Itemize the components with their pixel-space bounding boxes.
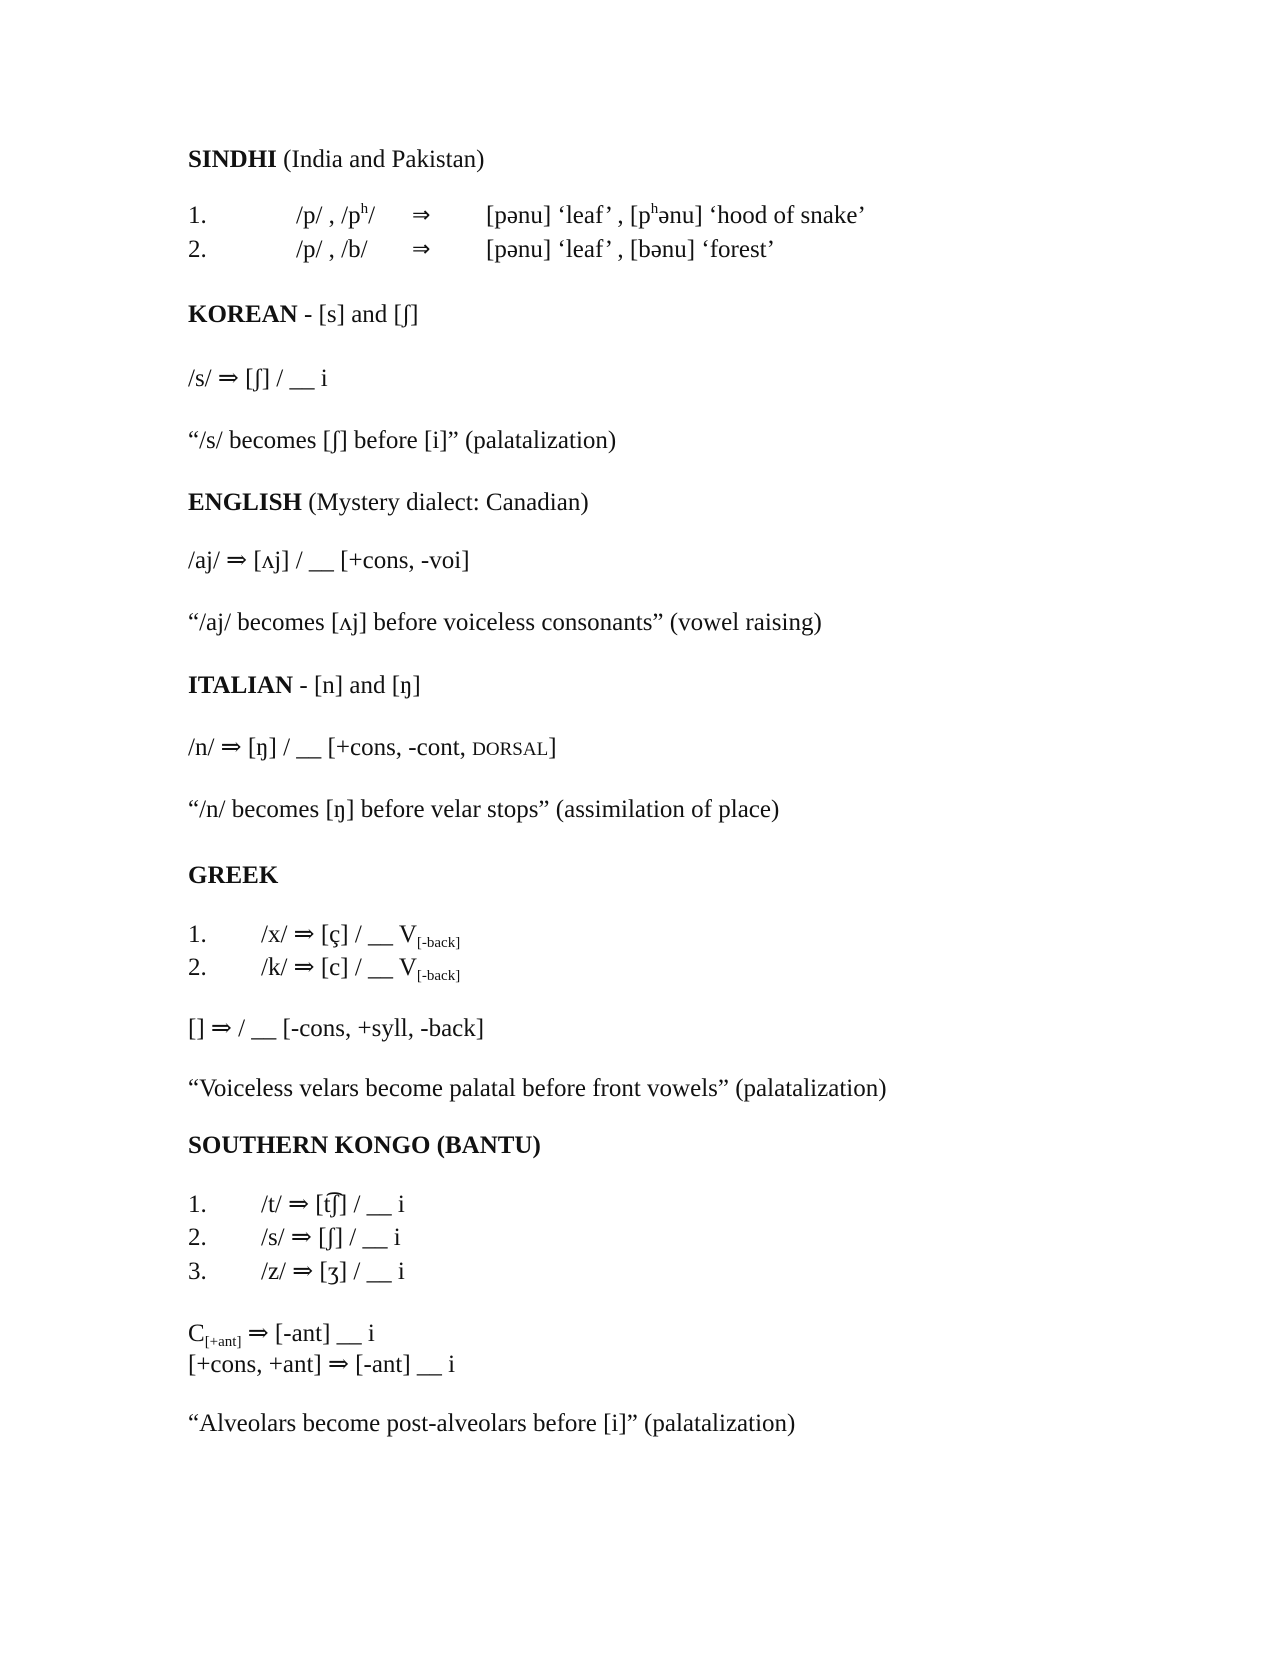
greek-rule-2: /k/ ⇒ [c] / __ $V_{[-back]}$ bbox=[261, 954, 461, 984]
kongo-heading: SOUTHERN KONGO (BANTU) bbox=[188, 1132, 541, 1159]
sindhi-rule-2-number: 2. bbox=[188, 236, 207, 263]
english-rule: /aj/ ⇒ [ʌj] / __ [+cons, -voi] bbox=[188, 547, 470, 574]
korean-subtitle: - [s] and [ʃ] bbox=[297, 301, 419, 328]
greek-gloss: “Voiceless velars become palatal before front vowels” (palatalization) bbox=[188, 1075, 887, 1102]
greek-rule-1-number: 1. bbox=[188, 921, 207, 948]
sindhi-rule-1-pair: /p/ , $/p^h/$ bbox=[296, 201, 376, 229]
greek-heading: GREEK bbox=[188, 862, 279, 889]
italian-rule-smallcaps: DORSAL bbox=[472, 739, 549, 760]
sindhi-rule-2-arrow: ⇒ bbox=[412, 237, 431, 262]
sindhi-rule-2-examples: [pənu] ‘leaf’ , [bənu] ‘forest’ bbox=[486, 236, 775, 263]
kongo-rule-3: /z/ ⇒ [ʒ] / __ i bbox=[261, 1258, 405, 1285]
kongo-rule-1: /t/ ⇒ [t͡ʃ] / __ i bbox=[261, 1191, 405, 1218]
sindhi-rule-1-arrow: ⇒ bbox=[412, 203, 431, 228]
korean-heading: KOREAN bbox=[188, 301, 298, 328]
italian-rule: /n/ ⇒ [ŋ] / __ [+cons, -cont, DORSAL] bbox=[188, 734, 557, 761]
sindhi-rule-1-number: 1. bbox=[188, 202, 207, 229]
italian-heading: ITALIAN bbox=[188, 672, 294, 699]
greek-rule-1: /x/ ⇒ [ç] / __ $V_{[-back]}$ bbox=[261, 921, 461, 951]
italian-heading-line bbox=[188, 673, 421, 698]
korean-gloss: “/s/ becomes [ʃ] before [i]” (palatalization) bbox=[188, 427, 617, 454]
kongo-rule-2-number: 2. bbox=[188, 1224, 207, 1251]
kongo-rule-2: /s/ ⇒ [ʃ] / __ i bbox=[261, 1224, 401, 1251]
english-heading-line bbox=[188, 490, 589, 515]
italian-gloss: “/n/ becomes [ŋ] before velar stops” (assimilation of place) bbox=[188, 796, 780, 823]
korean-rule: /s/ ⇒ [ʃ] / __ i bbox=[188, 365, 328, 392]
english-gloss: “/aj/ becomes [ʌj] before voiceless consonants” (vowel raising) bbox=[188, 609, 822, 636]
sindhi-heading: SINDHI bbox=[188, 146, 277, 173]
kongo-rule-3-number: 3. bbox=[188, 1258, 207, 1285]
kongo-gloss: “Alveolars become post-alveolars before [i]” (palatalization) bbox=[188, 1410, 796, 1437]
kongo-general-rule-1: $C_{[+ant]}$ ⇒ [-ant] __ i bbox=[188, 1320, 375, 1350]
kongo-rule-1-number: 1. bbox=[188, 1191, 207, 1218]
english-subtitle: (Mystery dialect: Canadian) bbox=[301, 489, 589, 516]
sindhi-region: (India and Pakistan) bbox=[283, 146, 485, 173]
sindhi-rule-2-pair: /p/ , /b/ bbox=[296, 236, 368, 263]
korean-heading-line bbox=[188, 302, 419, 327]
kongo-general-rule-2: [+cons, +ant] ⇒ [-ant] __ i bbox=[188, 1351, 456, 1378]
sindhi-rule-1-examples: [pənu] ‘leaf’ , $[p^hənu]$ ‘hood of snake’ bbox=[486, 201, 866, 229]
greek-rule-2-number: 2. bbox=[188, 954, 207, 981]
kongo-heading-line bbox=[188, 1133, 541, 1158]
greek-heading-line bbox=[188, 863, 278, 888]
italian-subtitle: - [n] and [ŋ] bbox=[293, 672, 421, 699]
sindhi-heading-line bbox=[188, 147, 485, 172]
greek-general-rule: [] ⇒ / __ [-cons, +syll, -back] bbox=[188, 1015, 485, 1042]
english-heading: ENGLISH bbox=[188, 489, 302, 516]
